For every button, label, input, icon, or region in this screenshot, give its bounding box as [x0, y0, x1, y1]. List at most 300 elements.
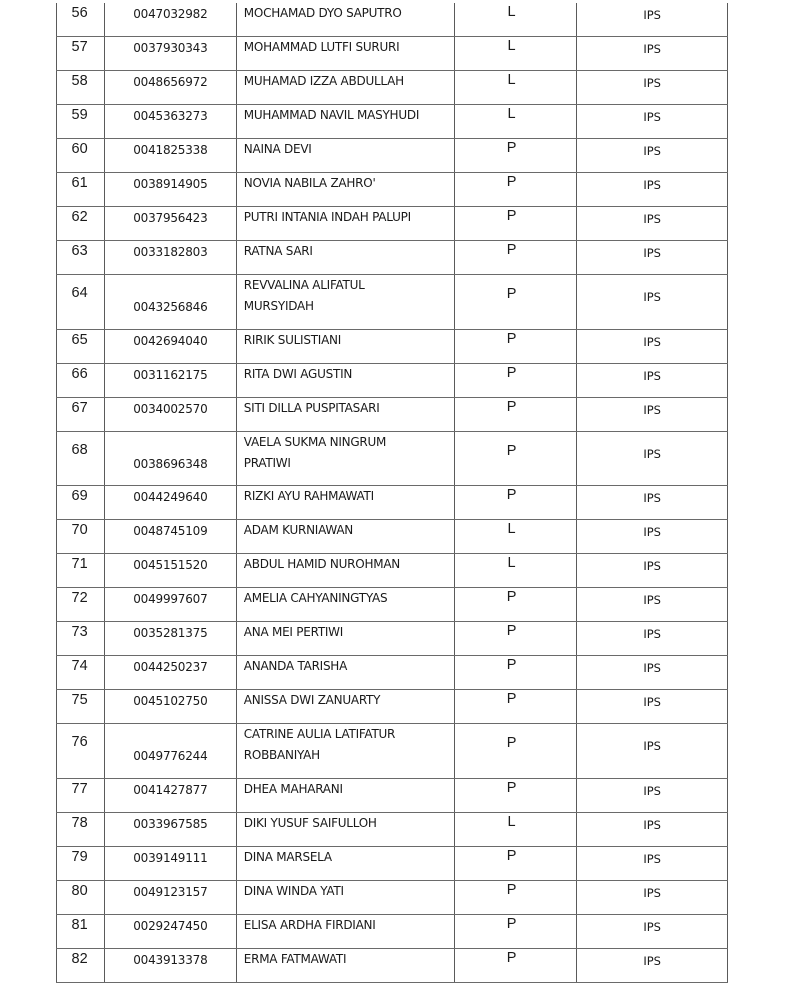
row-number: 73 [71, 624, 88, 640]
cell-program [577, 241, 728, 275]
student-name [237, 652, 454, 677]
cell-program [577, 71, 728, 105]
cell-nisn [105, 397, 237, 431]
student-nisn: 0045102750 [133, 694, 208, 708]
cell-program [577, 37, 728, 71]
cell-name [236, 554, 454, 588]
cell-gender [454, 846, 577, 880]
student-name [237, 271, 454, 317]
cell-program [577, 275, 728, 330]
student-name [237, 843, 454, 868]
cell-gender [454, 71, 577, 105]
table-row [57, 656, 728, 690]
row-number: 59 [71, 107, 88, 123]
cell-gender [454, 554, 577, 588]
cell-number [57, 207, 105, 241]
cell-gender [454, 329, 577, 363]
student-nisn: 0043256846 [133, 300, 208, 314]
cell-number [57, 948, 105, 982]
student-program: IPS [643, 919, 661, 934]
cell-name [236, 173, 454, 207]
cell-nisn [105, 554, 237, 588]
student-name-line1: ELISA ARDHA FIRDIANI [243, 917, 376, 932]
cell-number [57, 656, 105, 690]
cell-program [577, 812, 728, 846]
student-name-line2: PRATIWI [243, 455, 291, 470]
table-row [57, 275, 728, 330]
row-number: 79 [71, 848, 88, 865]
student-program: IPS [643, 246, 661, 260]
table-row [57, 397, 728, 431]
student-gender: P [506, 140, 517, 156]
student-gender: P [506, 881, 517, 898]
cell-nisn [105, 948, 237, 982]
student-name [237, 945, 454, 970]
cell-program [577, 329, 728, 363]
student-program: IPS [643, 212, 661, 226]
cell-number [57, 397, 105, 431]
table-row [57, 105, 728, 139]
cell-name [236, 275, 454, 330]
student-name [237, 326, 454, 351]
student-name [237, 360, 454, 385]
student-name-line1: DINA WINDA YATI [243, 883, 344, 898]
cell-number [57, 3, 105, 37]
cell-gender [454, 3, 577, 37]
student-gender: L [507, 555, 516, 571]
cell-gender [454, 431, 577, 486]
row-number: 71 [71, 556, 88, 572]
student-gender: P [506, 398, 517, 415]
student-name [237, 237, 454, 262]
student-gender: L [507, 72, 516, 88]
student-nisn: 0033967585 [133, 816, 208, 831]
student-name-line1: PUTRI INTANIA INDAH PALUPI [243, 210, 411, 224]
student-program: IPS [643, 446, 661, 461]
student-gender: P [506, 657, 517, 673]
cell-program [577, 948, 728, 982]
student-gender: P [506, 487, 517, 503]
student-nisn: 0042694040 [133, 333, 208, 348]
cell-program [577, 363, 728, 397]
cell-name [236, 363, 454, 397]
student-nisn: 0048745109 [133, 524, 208, 538]
cell-program [577, 3, 728, 37]
student-program: IPS [643, 110, 661, 124]
cell-name [236, 397, 454, 431]
cell-name [236, 486, 454, 520]
row-number: 80 [71, 882, 88, 899]
cell-nisn [105, 329, 237, 363]
cell-name [236, 588, 454, 622]
cell-gender [454, 275, 577, 330]
cell-number [57, 724, 105, 779]
student-name-line1: ANANDA TARISHA [243, 659, 348, 673]
student-nisn: 0044250237 [133, 660, 208, 674]
cell-number [57, 622, 105, 656]
student-name [237, 482, 454, 507]
cell-nisn [105, 812, 237, 846]
student-name [237, 809, 454, 834]
student-gender: P [506, 364, 517, 381]
student-name-line1: DINA MARSELA [243, 849, 332, 864]
student-nisn: 0049997607 [133, 592, 208, 606]
student-program: IPS [643, 42, 661, 56]
cell-program [577, 173, 728, 207]
student-name-line1: AMELIA CAHYANINGTYAS [243, 591, 388, 605]
student-nisn: 0033182803 [133, 245, 208, 259]
student-nisn: 0041825338 [133, 143, 208, 157]
cell-nisn [105, 914, 237, 948]
table-row [57, 139, 728, 173]
cell-name [236, 37, 454, 71]
table-row [57, 948, 728, 982]
cell-name [236, 656, 454, 690]
student-name [237, 0, 454, 24]
cell-nisn [105, 431, 237, 486]
student-gender: P [506, 442, 517, 459]
student-gender: P [506, 330, 517, 347]
student-nisn: 0041427877 [133, 782, 208, 797]
cell-name [236, 914, 454, 948]
student-gender: P [506, 174, 517, 190]
row-number: 72 [71, 590, 88, 606]
cell-gender [454, 105, 577, 139]
student-program: IPS [643, 739, 661, 753]
table-row [57, 724, 728, 779]
cell-nisn [105, 656, 237, 690]
cell-number [57, 846, 105, 880]
cell-name [236, 71, 454, 105]
student-gender: P [506, 623, 517, 639]
student-program: IPS [643, 627, 661, 641]
cell-program [577, 622, 728, 656]
student-name [237, 101, 454, 126]
cell-gender [454, 948, 577, 982]
student-program: IPS [643, 885, 661, 900]
row-number: 77 [71, 780, 88, 797]
cell-name [236, 846, 454, 880]
cell-name [236, 105, 454, 139]
student-program: IPS [643, 178, 661, 192]
table-row [57, 880, 728, 914]
cell-name [236, 520, 454, 554]
student-nisn: 0049123157 [133, 884, 208, 899]
cell-name [236, 329, 454, 363]
cell-nisn [105, 690, 237, 724]
cell-number [57, 690, 105, 724]
student-gender: P [506, 589, 517, 605]
row-number: 76 [71, 734, 88, 750]
cell-nisn [105, 778, 237, 812]
student-program: IPS [643, 290, 661, 304]
table-row [57, 37, 728, 71]
cell-gender [454, 914, 577, 948]
student-name-line1: ANISSA DWI ZANUARTY [243, 693, 381, 707]
cell-name [236, 622, 454, 656]
cell-name [236, 207, 454, 241]
student-program: IPS [643, 144, 661, 158]
student-gender: L [507, 38, 516, 54]
cell-program [577, 880, 728, 914]
student-name-line1: RATNA SARI [243, 244, 313, 258]
cell-nisn [105, 241, 237, 275]
student-nisn: 0049776244 [133, 749, 208, 763]
student-name-line1: ADAM KURNIAWAN [243, 523, 354, 537]
cell-program [577, 105, 728, 139]
table-row [57, 520, 728, 554]
table-row [57, 363, 728, 397]
cell-program [577, 778, 728, 812]
cell-name [236, 812, 454, 846]
student-name [237, 877, 454, 902]
student-name-line1: VAELA SUKMA NINGRUM [243, 434, 387, 449]
row-number: 60 [71, 141, 88, 157]
row-number: 64 [71, 285, 88, 301]
cell-number [57, 812, 105, 846]
cell-name [236, 3, 454, 37]
cell-nisn [105, 724, 237, 779]
student-gender: L [507, 106, 516, 122]
cell-number [57, 520, 105, 554]
row-number: 63 [71, 243, 88, 259]
table-row [57, 329, 728, 363]
roster-body [57, 3, 728, 982]
row-number: 81 [71, 916, 88, 933]
student-name-line1: DHEA MAHARANI [243, 781, 343, 796]
student-nisn: 0044249640 [133, 490, 208, 504]
cell-nisn [105, 520, 237, 554]
student-program: IPS [643, 593, 661, 607]
student-gender: P [506, 286, 517, 302]
cell-number [57, 486, 105, 520]
student-program: IPS [643, 402, 661, 417]
table-row [57, 812, 728, 846]
student-name [237, 516, 454, 541]
student-nisn: 0045363273 [133, 109, 208, 123]
student-nisn: 0047032982 [133, 7, 208, 21]
cell-number [57, 37, 105, 71]
student-program: IPS [643, 491, 661, 505]
cell-nisn [105, 105, 237, 139]
cell-number [57, 71, 105, 105]
student-program: IPS [643, 368, 661, 383]
cell-nisn [105, 207, 237, 241]
cell-number [57, 329, 105, 363]
cell-program [577, 588, 728, 622]
cell-number [57, 588, 105, 622]
row-number: 82 [71, 950, 88, 967]
cell-program [577, 846, 728, 880]
cell-number [57, 241, 105, 275]
student-program: IPS [643, 851, 661, 866]
student-name [237, 394, 454, 419]
student-program: IPS [643, 817, 661, 832]
cell-name [236, 431, 454, 486]
cell-gender [454, 690, 577, 724]
cell-name [236, 948, 454, 982]
cell-number [57, 554, 105, 588]
cell-nisn [105, 139, 237, 173]
student-name-line1: ERMA FATMAWATI [243, 951, 347, 966]
student-name-line1: RITA DWI AGUSTIN [243, 366, 353, 381]
cell-program [577, 520, 728, 554]
cell-number [57, 139, 105, 173]
cell-name [236, 724, 454, 779]
table-row [57, 431, 728, 486]
student-name [237, 169, 454, 194]
cell-gender [454, 656, 577, 690]
student-name-line2: ROBBANIYAH [243, 748, 320, 762]
cell-nisn [105, 588, 237, 622]
row-number: 62 [71, 209, 88, 225]
student-program: IPS [643, 661, 661, 675]
student-roster-table [56, 3, 728, 983]
student-gender: P [506, 949, 517, 966]
cell-nisn [105, 486, 237, 520]
student-name-line1: NAINA DEVI [243, 142, 312, 156]
student-program: IPS [643, 783, 661, 798]
student-name [237, 550, 454, 575]
row-number: 70 [71, 522, 88, 538]
cell-gender [454, 241, 577, 275]
student-name [237, 135, 454, 160]
student-nisn: 0045151520 [133, 558, 208, 572]
cell-nisn [105, 173, 237, 207]
cell-program [577, 486, 728, 520]
row-number: 57 [71, 39, 88, 55]
cell-gender [454, 486, 577, 520]
cell-program [577, 914, 728, 948]
row-number: 74 [71, 658, 88, 674]
student-name [237, 686, 454, 711]
student-gender: L [507, 521, 516, 537]
student-gender: P [506, 208, 517, 224]
student-name [237, 775, 454, 800]
student-name-line1: MOHAMMAD LUTFI SURURI [243, 40, 400, 54]
cell-program [577, 554, 728, 588]
row-number: 68 [71, 441, 88, 458]
cell-nisn [105, 846, 237, 880]
student-program: IPS [643, 953, 661, 968]
table-row [57, 3, 728, 37]
cell-number [57, 275, 105, 330]
student-nisn: 0035281375 [133, 626, 208, 640]
student-program: IPS [643, 695, 661, 709]
student-name-line1: DIKI YUSUF SAIFULLOH [243, 815, 377, 830]
cell-name [236, 880, 454, 914]
student-nisn: 0037930343 [133, 41, 208, 55]
student-nisn: 0039149111 [133, 850, 208, 865]
cell-name [236, 690, 454, 724]
student-name [237, 618, 454, 643]
row-number: 58 [71, 73, 88, 89]
cell-program [577, 139, 728, 173]
student-nisn: 0043913378 [133, 952, 208, 967]
table-row [57, 173, 728, 207]
table-row [57, 914, 728, 948]
cell-program [577, 397, 728, 431]
student-name-line1: ANA MEI PERTIWI [243, 625, 344, 639]
cell-program [577, 656, 728, 690]
cell-gender [454, 622, 577, 656]
cell-gender [454, 724, 577, 779]
table-row [57, 778, 728, 812]
cell-number [57, 105, 105, 139]
cell-name [236, 241, 454, 275]
student-name-line1: RIRIK SULISTIANI [243, 332, 342, 347]
student-nisn: 0038696348 [133, 456, 208, 471]
cell-number [57, 880, 105, 914]
student-name-line1: MOCHAMAD DYO SAPUTRO [243, 6, 402, 20]
row-number: 56 [71, 5, 88, 21]
cell-gender [454, 207, 577, 241]
table-row [57, 241, 728, 275]
student-program: IPS [643, 8, 661, 22]
cell-number [57, 778, 105, 812]
student-name-line1: CATRINE AULIA LATIFATUR [243, 727, 396, 741]
student-name-line1: ABDUL HAMID NUROHMAN [243, 557, 401, 571]
cell-nisn [105, 363, 237, 397]
student-name-line1: NOVIA NABILA ZAHRO' [243, 176, 376, 190]
student-name-line1: REVVALINA ALIFATUL [243, 278, 365, 292]
student-name [237, 67, 454, 92]
table-row [57, 846, 728, 880]
student-nisn: 0037956423 [133, 211, 208, 225]
row-number: 78 [71, 814, 88, 831]
student-gender: P [506, 242, 517, 258]
student-name-line1: MUHAMAD IZZA ABDULLAH [243, 74, 404, 88]
table-row [57, 554, 728, 588]
student-name [237, 720, 454, 766]
student-gender: P [506, 735, 517, 751]
cell-nisn [105, 275, 237, 330]
cell-program [577, 207, 728, 241]
cell-nisn [105, 880, 237, 914]
student-nisn: 0034002570 [133, 401, 208, 416]
cell-name [236, 139, 454, 173]
row-number: 65 [71, 331, 88, 348]
row-number: 69 [71, 488, 88, 504]
table-row [57, 588, 728, 622]
student-name [237, 428, 454, 474]
student-gender: P [506, 847, 517, 864]
student-name [237, 33, 454, 58]
cell-gender [454, 778, 577, 812]
cell-gender [454, 520, 577, 554]
student-name-line1: MUHAMMAD NAVIL MASYHUDI [243, 108, 420, 122]
student-program: IPS [643, 559, 661, 573]
student-gender: P [506, 915, 517, 932]
student-program: IPS [643, 76, 661, 90]
student-gender: L [507, 4, 516, 20]
student-gender: L [507, 813, 516, 830]
student-name [237, 203, 454, 228]
student-name [237, 911, 454, 936]
student-gender: P [506, 779, 517, 796]
cell-gender [454, 37, 577, 71]
cell-number [57, 914, 105, 948]
student-name-line1: RIZKI AYU RAHMAWATI [243, 489, 374, 503]
cell-nisn [105, 622, 237, 656]
table-row [57, 622, 728, 656]
cell-gender [454, 139, 577, 173]
cell-number [57, 173, 105, 207]
student-program: IPS [643, 525, 661, 539]
student-name-line1: SITI DILLA PUSPITASARI [243, 400, 380, 415]
cell-gender [454, 173, 577, 207]
cell-gender [454, 397, 577, 431]
